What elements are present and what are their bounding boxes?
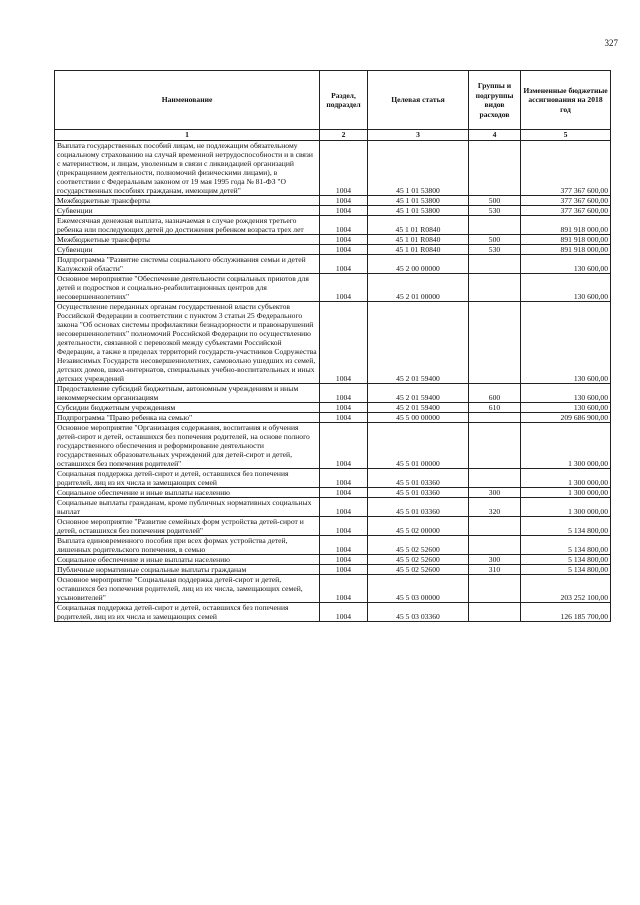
column-number: 5 (521, 130, 611, 141)
row-section: 1004 (320, 535, 368, 554)
row-section: 1004 (320, 516, 368, 535)
row-section: 1004 (320, 140, 368, 195)
table-row (55, 554, 611, 564)
row-name: Субсидии бюджетным учреждениям (55, 402, 320, 412)
row-amount: 5 134 800,00 (521, 535, 611, 554)
row-name: Подпрограмма "Право ребенка на семью" (55, 412, 320, 422)
row-group (469, 140, 521, 195)
row-section: 1004 (320, 402, 368, 412)
row-name: Социальная поддержка детей-сирот и детей, оставшихся без попечения родителей, лиц из их числа и замещающих семей (55, 468, 320, 487)
row-target-code: 45 2 01 59400 (368, 402, 469, 412)
row-target-code: 45 2 00 00000 (368, 254, 469, 273)
row-name: Ежемесячная денежная выплата, назначаемая в случае рождения третьего ребенка или последующих детей до достижения ребенком возраста трех лет (55, 215, 320, 234)
row-group: 530 (469, 244, 521, 254)
row-target-code: 45 2 01 59400 (368, 301, 469, 383)
table-row (55, 574, 611, 602)
table-row (55, 402, 611, 412)
row-name: Основное мероприятие "Социальная поддержка детей-сирот и детей, оставшихся без попечения родителей, лиц из их числа, замещающих семей, усыновителей" (55, 574, 320, 602)
row-name: Социальное обеспечение и иные выплаты населению (55, 554, 320, 564)
row-name: Основное мероприятие "Развитие семейных форм устройства детей-сирот и детей, оставшихся без попечения родителей" (55, 516, 320, 535)
row-target-code: 45 2 01 00000 (368, 273, 469, 301)
row-section: 1004 (320, 254, 368, 273)
row-target-code: 45 5 02 52600 (368, 554, 469, 564)
header-row (55, 71, 611, 130)
table-row (55, 215, 611, 234)
row-section: 1004 (320, 301, 368, 383)
row-group (469, 301, 521, 383)
row-amount: 1 300 000,00 (521, 468, 611, 487)
row-group: 320 (469, 497, 521, 516)
row-amount: 1 300 000,00 (521, 497, 611, 516)
row-amount: 891 918 000,00 (521, 234, 611, 244)
row-amount: 5 134 800,00 (521, 564, 611, 574)
row-group (469, 254, 521, 273)
row-amount: 130 600,00 (521, 383, 611, 402)
row-target-code: 45 5 01 00000 (368, 422, 469, 468)
row-name: Субвенции (55, 205, 320, 215)
row-amount: 377 367 600,00 (521, 205, 611, 215)
row-group (469, 602, 521, 621)
row-section: 1004 (320, 383, 368, 402)
row-section: 1004 (320, 422, 368, 468)
row-target-code: 45 5 02 00000 (368, 516, 469, 535)
row-name: Межбюджетные трансферты (55, 234, 320, 244)
row-section: 1004 (320, 205, 368, 215)
row-group: 300 (469, 487, 521, 497)
budget-table (54, 70, 611, 622)
row-name: Основное мероприятие "Обеспечение деятельности социальных приютов для детей и подростков и социально-реабилитационных центров для несовершеннолетних" (55, 273, 320, 301)
row-amount: 891 918 000,00 (521, 244, 611, 254)
row-amount: 209 686 900,00 (521, 412, 611, 422)
row-name: Подпрограмма "Развитие системы социального обслуживания семьи и детей Калужской области" (55, 254, 320, 273)
row-target-code: 45 1 01 53800 (368, 205, 469, 215)
row-target-code: 45 2 01 59400 (368, 383, 469, 402)
row-section: 1004 (320, 244, 368, 254)
row-target-code: 45 1 01 R0840 (368, 234, 469, 244)
table-row (55, 564, 611, 574)
row-name: Осуществление переданных органам государственной власти субъектов Российской Федерации в соответствии с пунктом 3 статьи 25 Федерального закона "Об основах системы профилактики безнадзорности и правонарушений несовершеннолетних" полномочий Российской Федерации по осуществлению деятельности, связанной с перевозкой между субъектами Российской Федерации, а также в пределах территорий государств-участников Содружества Независимых Государств несовершеннолетних, самовольно ушедших из семей, детских домов, школ-интернатов, специальных учебно-воспитательных и иных детских учреждений (55, 301, 320, 383)
table-row (55, 195, 611, 205)
row-group (469, 574, 521, 602)
page-number: 327 (604, 38, 618, 48)
row-target-code: 45 1 01 R0840 (368, 244, 469, 254)
row-amount: 377 367 600,00 (521, 140, 611, 195)
row-group (469, 516, 521, 535)
row-amount: 203 252 100,00 (521, 574, 611, 602)
row-target-code: 45 1 01 53800 (368, 195, 469, 205)
table-row (55, 205, 611, 215)
row-name: Субвенции (55, 244, 320, 254)
header-groups: Группы и подгруппы видов расходов (469, 71, 521, 130)
row-group: 600 (469, 383, 521, 402)
table-row (55, 254, 611, 273)
row-section: 1004 (320, 468, 368, 487)
row-section: 1004 (320, 487, 368, 497)
row-amount: 891 918 000,00 (521, 215, 611, 234)
row-name: Межбюджетные трансферты (55, 195, 320, 205)
row-target-code: 45 5 01 03360 (368, 487, 469, 497)
row-section: 1004 (320, 574, 368, 602)
row-target-code: 45 5 03 00000 (368, 574, 469, 602)
header-target: Целевая статья (368, 71, 469, 130)
column-number-row (55, 130, 611, 141)
row-group (469, 215, 521, 234)
row-amount: 1 300 000,00 (521, 487, 611, 497)
table-row (55, 422, 611, 468)
table-row (55, 602, 611, 621)
row-name: Социальная поддержка детей-сирот и детей, оставшихся без попечения родителей, лиц из их числа и замещающих семей (55, 602, 320, 621)
row-amount: 130 600,00 (521, 301, 611, 383)
row-target-code: 45 5 03 03360 (368, 602, 469, 621)
row-section: 1004 (320, 412, 368, 422)
table-row (55, 412, 611, 422)
table-row (55, 468, 611, 487)
row-group (469, 535, 521, 554)
row-name: Публичные нормативные социальные выплаты гражданам (55, 564, 320, 574)
table-row (55, 535, 611, 554)
row-target-code: 45 1 01 53800 (368, 140, 469, 195)
row-amount: 1 300 000,00 (521, 422, 611, 468)
row-group: 500 (469, 195, 521, 205)
row-group: 300 (469, 554, 521, 564)
row-section: 1004 (320, 497, 368, 516)
table-row (55, 516, 611, 535)
table-row (55, 301, 611, 383)
row-target-code: 45 5 02 52600 (368, 535, 469, 554)
row-name: Выплата единовременного пособия при всех формах устройства детей, лишенных родительского попечения, в семью (55, 535, 320, 554)
row-name: Социальное обеспечение и иные выплаты населению (55, 487, 320, 497)
row-group: 500 (469, 234, 521, 244)
row-group (469, 412, 521, 422)
row-section: 1004 (320, 215, 368, 234)
row-amount: 126 185 700,00 (521, 602, 611, 621)
row-amount: 130 600,00 (521, 402, 611, 412)
column-number: 1 (55, 130, 320, 141)
row-group (469, 422, 521, 468)
row-group: 610 (469, 402, 521, 412)
row-amount: 130 600,00 (521, 254, 611, 273)
row-target-code: 45 5 01 03360 (368, 497, 469, 516)
row-group (469, 273, 521, 301)
row-section: 1004 (320, 273, 368, 301)
column-number: 2 (320, 130, 368, 141)
row-name: Основное мероприятие "Организация содержания, воспитания и обучения детей-сирот и детей, оставшихся без попечения родителей, на основе полного государственного обеспечения и реформирование деятельности государственных образовательных учреждений для детей-сирот и детей, оставшихся без попечения родителей" (55, 422, 320, 468)
column-number: 3 (368, 130, 469, 141)
row-target-code: 45 5 00 00000 (368, 412, 469, 422)
row-section: 1004 (320, 195, 368, 205)
header-section: Раздел, подраздел (320, 71, 368, 130)
row-section: 1004 (320, 602, 368, 621)
row-section: 1004 (320, 234, 368, 244)
table-row (55, 383, 611, 402)
row-amount: 130 600,00 (521, 273, 611, 301)
table-row (55, 273, 611, 301)
header-amount: Измененные бюджетные ассигнования на 2018 год (521, 71, 611, 130)
header-name: Наименование (55, 71, 320, 130)
row-group (469, 468, 521, 487)
row-target-code: 45 5 02 52600 (368, 564, 469, 574)
row-group: 310 (469, 564, 521, 574)
row-amount: 5 134 800,00 (521, 516, 611, 535)
row-target-code: 45 1 01 R0840 (368, 215, 469, 234)
table-row (55, 244, 611, 254)
row-target-code: 45 5 01 03360 (368, 468, 469, 487)
table-row (55, 234, 611, 244)
row-amount: 377 367 600,00 (521, 195, 611, 205)
table-row (55, 497, 611, 516)
row-name: Предоставление субсидий бюджетным, автономным учреждениям и иным некоммерческим организациям (55, 383, 320, 402)
row-section: 1004 (320, 564, 368, 574)
row-section: 1004 (320, 554, 368, 564)
row-group: 530 (469, 205, 521, 215)
row-name: Социальные выплаты гражданам, кроме публичных нормативных социальных выплат (55, 497, 320, 516)
row-amount: 5 134 800,00 (521, 554, 611, 564)
table-row (55, 140, 611, 195)
row-name: Выплата государственных пособий лицам, не подлежащим обязательному социальному страхованию на случай временной нетрудоспособности и в связи с материнством, и лицам, уволенным в связи с ликвидацией организаций (прекращением деятельности, полномочий физическими лицами), в соответствии с Федеральным законом от 19 мая 1995 года № 81-ФЗ "О государственных пособиях гражданам, имеющим детей" (55, 140, 320, 195)
table-row (55, 487, 611, 497)
column-number: 4 (469, 130, 521, 141)
